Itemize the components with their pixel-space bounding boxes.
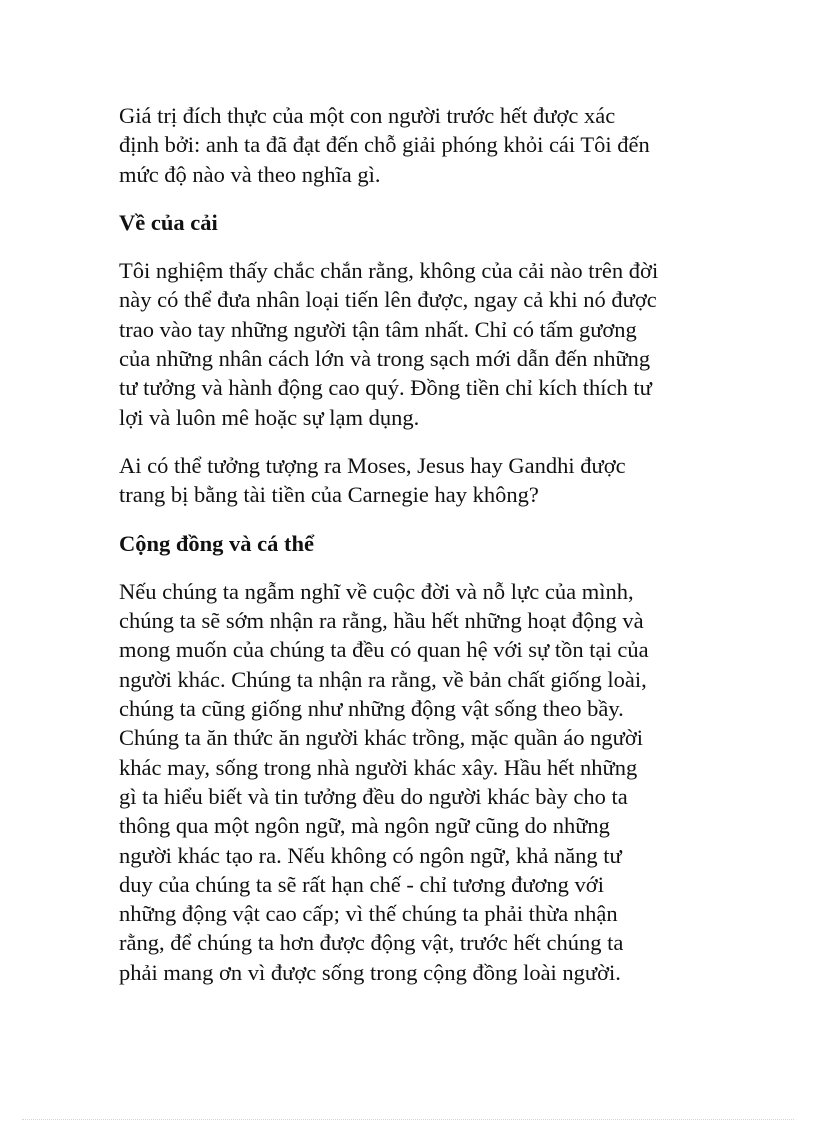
text-line: Chúng ta ăn thức ăn người khác trồng, mặc quần áo người bbox=[119, 725, 644, 751]
text-line: mức độ nào và theo nghĩa gì. bbox=[119, 161, 381, 187]
text-line: người khác. Chúng ta nhận ra rằng, về bản chất giống loài, bbox=[119, 666, 647, 692]
text-line: khác may, sống trong nhà người khác xây. Hầu hết những bbox=[119, 754, 638, 780]
text-line: phải mang ơn vì được sống trong cộng đồng loài người. bbox=[119, 959, 621, 985]
text-line: mong muốn của chúng ta đều có quan hệ với sự tồn tại của bbox=[119, 637, 649, 663]
text-line: này có thể đưa nhân loại tiến lên được, ngay cả khi nó được bbox=[119, 287, 657, 313]
text-line: Nếu chúng ta ngẫm nghĩ về cuộc đời và nỗ lực của mình, bbox=[119, 578, 634, 604]
text-line: của những nhân cách lớn và trong sạch mới dẫn đến những bbox=[119, 346, 651, 372]
text-line: rằng, để chúng ta hơn được động vật, trước hết chúng ta bbox=[119, 930, 624, 956]
page-content bbox=[119, 101, 709, 1006]
section-heading-wealth: Về của cải bbox=[119, 209, 218, 235]
text-line: Ai có thể tưởng tượng ra Moses, Jesus hay Gandhi được bbox=[119, 452, 626, 478]
question-paragraph bbox=[119, 451, 709, 510]
text-line: gì ta hiểu biết và tin tưởng đều do người khác bày cho ta bbox=[119, 783, 628, 809]
text-line: trang bị bằng tài tiền của Carnegie hay không? bbox=[119, 482, 539, 508]
text-line: những động vật cao cấp; vì thế chúng ta phải thừa nhận bbox=[119, 901, 618, 927]
text-line: Giá trị đích thực của một con người trước hết được xác bbox=[119, 103, 616, 128]
text-line: Tôi nghiệm thấy chắc chắn rằng, không của cải nào trên đời bbox=[119, 258, 659, 284]
text-line: lợi và luôn mê hoặc sự lạm dụng. bbox=[119, 404, 420, 430]
text-line: định bởi: anh ta đã đạt đến chỗ giải phóng khỏi cái Tôi đến bbox=[119, 132, 650, 158]
text-line: người khác tạo ra. Nếu không có ngôn ngữ, khả năng tư bbox=[119, 842, 622, 868]
text-line: tư tưởng và hành động cao quý. Đồng tiền chỉ kích thích tư bbox=[119, 375, 652, 401]
page-bottom-divider bbox=[22, 1119, 794, 1120]
text-line: chúng ta cũng giống như những động vật sống theo bầy. bbox=[119, 696, 624, 722]
section-heading-community: Cộng đồng và cá thể bbox=[119, 530, 315, 556]
text-line: chúng ta sẽ sớm nhận ra rằng, hầu hết những hoạt động và bbox=[119, 608, 644, 634]
text-line: thông qua một ngôn ngữ, mà ngôn ngữ cũng do những bbox=[119, 813, 610, 839]
community-paragraph bbox=[119, 577, 709, 987]
intro-paragraph bbox=[119, 101, 709, 189]
text-line: duy của chúng ta sẽ rất hạn chế - chỉ tương đương với bbox=[119, 871, 604, 897]
wealth-paragraph bbox=[119, 256, 709, 432]
text-line: trao vào tay những người tận tâm nhất. Chỉ có tấm gương bbox=[119, 316, 637, 342]
